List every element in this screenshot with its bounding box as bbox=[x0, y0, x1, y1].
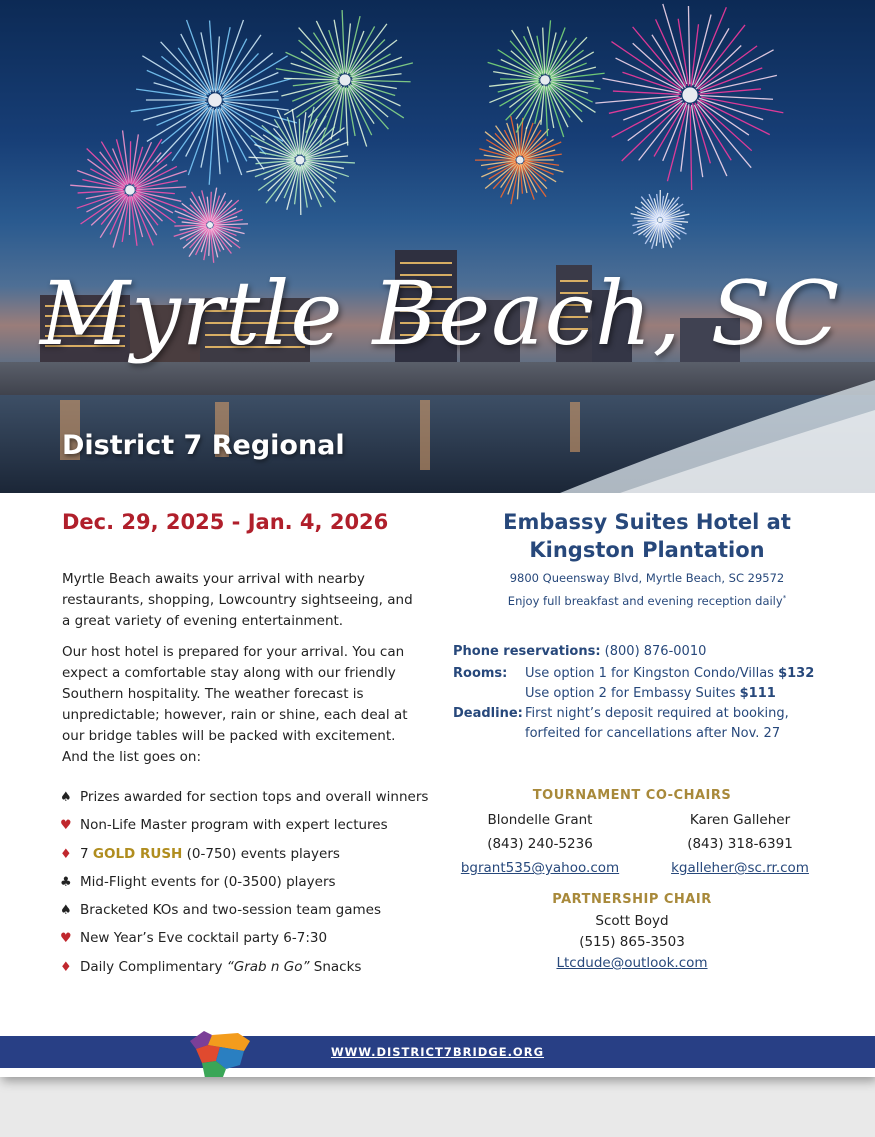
heart-icon: ♥ bbox=[60, 818, 72, 834]
feature-list bbox=[60, 786, 428, 984]
deadline-row-2: forfeited for cancellations after Nov. 27 bbox=[525, 726, 781, 741]
cochair-2-phone: (843) 318-6391 bbox=[687, 836, 793, 852]
firework-burst bbox=[488, 20, 605, 137]
heart-icon: ♥ bbox=[60, 931, 72, 947]
website-link[interactable]: WWW.DISTRICT7BRIDGE.ORG bbox=[330, 1045, 545, 1059]
cochair-2-email-link[interactable]: kgalleher@sc.rr.com bbox=[671, 860, 809, 876]
hotel-address: 9800 Queensway Blvd, Myrtle Beach, SC 29572 bbox=[509, 571, 785, 585]
partnership-heading: PARTNERSHIP CHAIR bbox=[552, 892, 712, 907]
list-item: ♣ Mid-Flight events for (0-3500) players bbox=[60, 871, 428, 899]
partnership-email-link[interactable]: Ltcdude@outlook.com bbox=[556, 955, 708, 971]
firework-burst bbox=[174, 188, 248, 263]
hotel-name-line1: Embassy Suites Hotel at bbox=[503, 510, 791, 534]
footer-bar bbox=[0, 1036, 875, 1068]
partnership-name: Scott Boyd bbox=[595, 913, 669, 929]
rooms-row-1: Rooms: Use option 1 for Kingston Condo/Villas $132 bbox=[453, 666, 815, 681]
firework-burst bbox=[246, 107, 355, 215]
firework-burst bbox=[631, 190, 690, 249]
host-paragraph: Our host hotel is prepared for your arrival. You can expect a comfortable stay along with our friendly Southern hospitality. The weather forecast is unpredictable; however, rain or shine, each deal at our bridge tables will be packed with excitement. And the list goes on: bbox=[62, 644, 408, 765]
cochairs-heading: TOURNAMENT CO-CHAIRS bbox=[532, 788, 732, 803]
club-icon: ♣ bbox=[60, 874, 72, 890]
cochair-1-phone: (843) 240-5236 bbox=[487, 836, 593, 852]
hero-subtitle: District 7 Regional bbox=[62, 430, 345, 461]
rooms-row-2: Use option 2 for Embassy Suites $111 bbox=[525, 686, 776, 701]
partnership-phone: (515) 865-3503 bbox=[579, 934, 685, 950]
room1-price: $132 bbox=[778, 666, 815, 681]
list-item: ♥ New Year’s Eve cocktail party 6-7:30 bbox=[60, 927, 428, 955]
cochair-2-name: Karen Galleher bbox=[689, 812, 791, 828]
list-item: ♠ Prizes awarded for section tops and overall winners bbox=[60, 786, 428, 814]
intro-paragraph: Myrtle Beach awaits your arrival with nearby restaurants, shopping, Lowcountry sightseeing, and a great variety of evening entertainment. bbox=[62, 571, 413, 629]
list-item: ♥ Non-Life Master program with expert lectures bbox=[60, 814, 428, 842]
spade-icon: ♠ bbox=[60, 790, 72, 805]
spade-icon: ♠ bbox=[60, 903, 72, 919]
deadline-label: Deadline: bbox=[453, 706, 523, 721]
diamond-icon: ♦ bbox=[60, 846, 72, 862]
firework-burst bbox=[276, 10, 413, 147]
gold-rush-label: GOLD RUSH bbox=[92, 845, 183, 862]
rooms-label: Rooms: bbox=[453, 666, 508, 681]
event-dates: Dec. 29, 2025 - Jan. 4, 2026 bbox=[62, 510, 389, 534]
district-map-logo bbox=[186, 1027, 258, 1077]
hotel-name-line2: Kingston Plantation bbox=[529, 538, 765, 562]
room2-price: $111 bbox=[739, 686, 776, 701]
hero-title: Myrtle Beach, SC bbox=[40, 262, 841, 365]
firework-burst bbox=[595, 4, 783, 190]
hero-banner bbox=[0, 0, 875, 493]
cochair-1-email-link[interactable]: bgrant535@yahoo.com bbox=[460, 860, 620, 876]
cochair-1-name: Blondelle Grant bbox=[487, 812, 593, 828]
phone-number: (800) 876-0010 bbox=[600, 644, 707, 659]
list-item: ♦ 7 GOLD RUSH (0-750) events players bbox=[60, 843, 428, 871]
phone-label: Phone reservations: bbox=[453, 644, 601, 659]
phone-reservations bbox=[453, 644, 706, 659]
list-item: ♦ Daily Complimentary “Grab n Go” Snacks bbox=[60, 956, 428, 984]
deadline-row-1: Deadline: First night’s deposit required at booking, bbox=[453, 706, 789, 721]
firework-burst bbox=[475, 116, 563, 204]
fireworks-skyline-illustration bbox=[0, 0, 875, 493]
list-item: ♠ Bracketed KOs and two-session team games bbox=[60, 899, 428, 927]
hotel-perk: Enjoy full breakfast and evening reception daily* bbox=[507, 594, 787, 608]
diamond-icon: ♦ bbox=[60, 959, 72, 975]
